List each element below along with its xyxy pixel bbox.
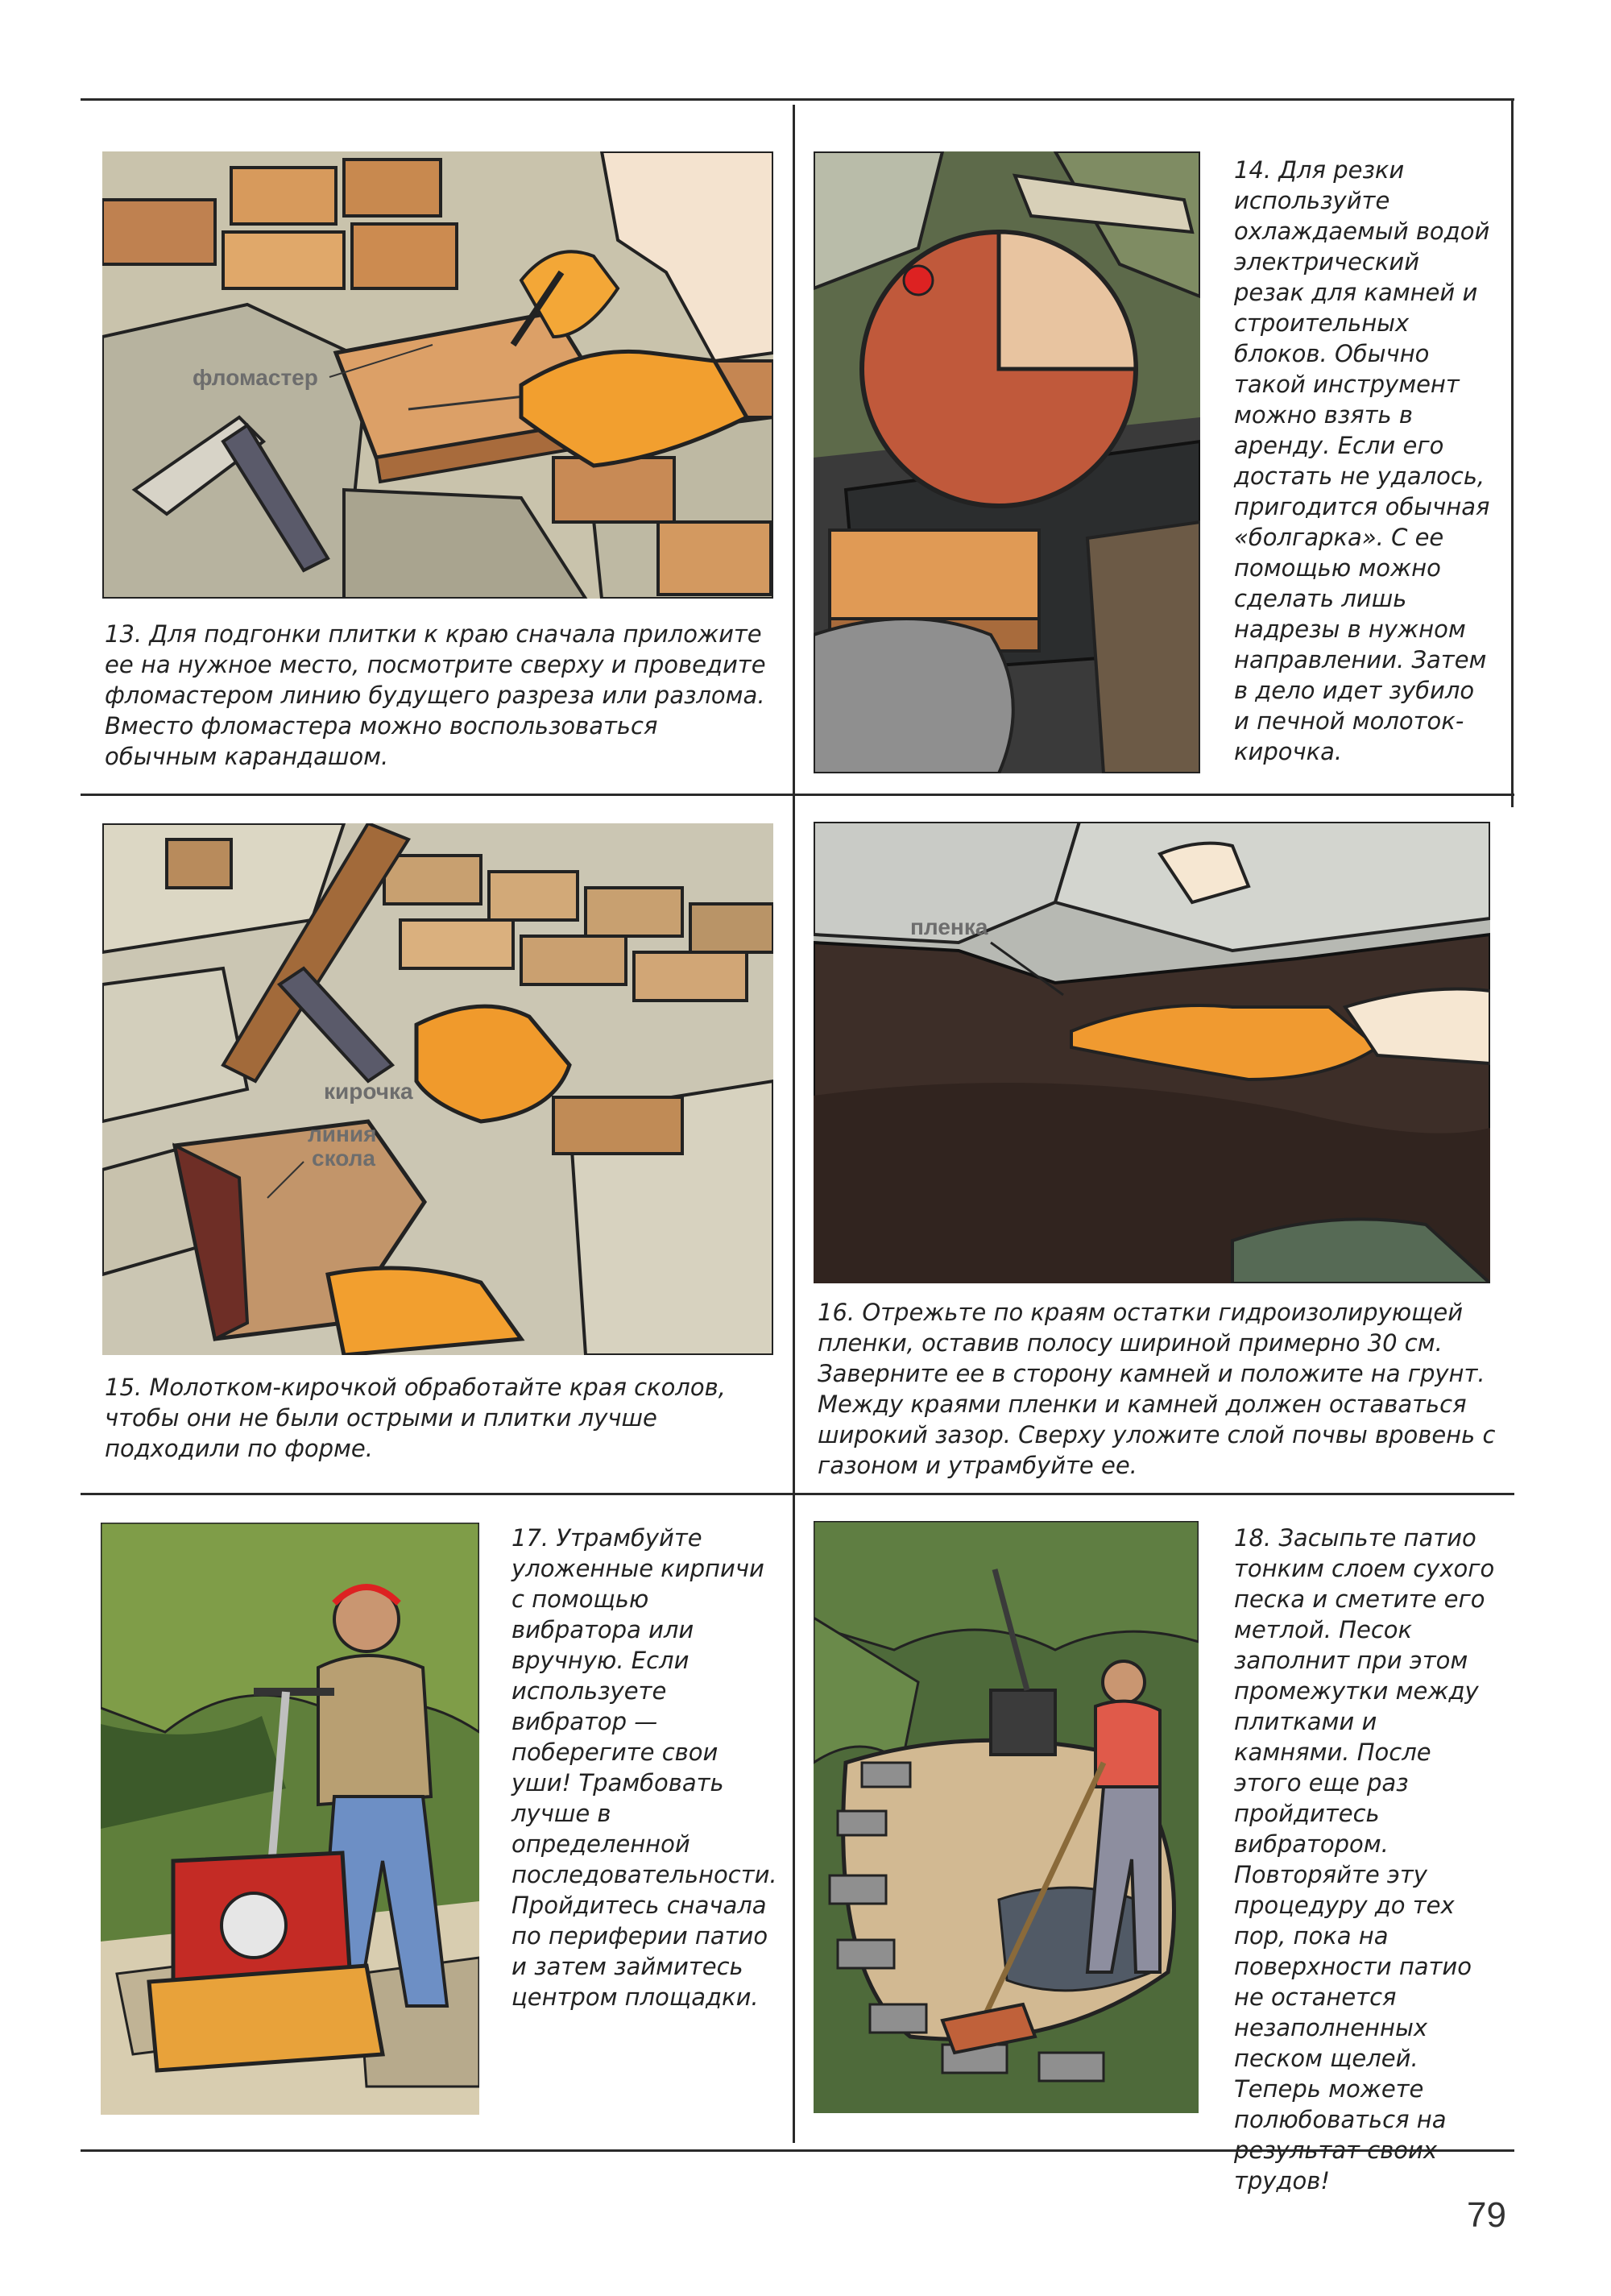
step-13-caption: 13. Для подгонки плитки к краю сначала приложите ее на нужное место, посмотрите сверху и проведите фломастером линию будущего разреза или разлома. Вместо фломастера можно воспользоваться обычным карандашом. [105,620,766,770]
step-15-illustration [102,823,773,1355]
svg-text:скола: скола [312,1146,375,1171]
step-14-caption: 14. Для резки используйте охлаждаемый водой электрический резак для камней и строительных блоков. Обычно такой инструмент можно взять в аренду. Если его достать не удалось, пригодится обычная «болгарка». С ее помощью можно сделать лишь надрезы в нужном направлении. Затем в дело идет зубило и печной молоток-кирочка. [1234,156,1490,765]
step-14-illustration [814,151,1200,773]
row-rule-1 [81,794,1514,796]
svg-text:линия: линия [308,1121,377,1146]
svg-text:фломастер: фломастер [193,365,318,390]
center-rule [793,105,795,2143]
svg-text:пленка: пленка [910,914,988,939]
step-16-caption: 16. Отрежьте по краям остатки гидроизолирующей пленки, оставив полосу шириной примерно 30 см. Заверните ее в сторону камней и положите на грунт. Между краями пленки и камней должен оставаться широкий зазор. Сверху уложите слой почвы вровень с газоном и утрамбуйте ее. [818,1299,1496,1479]
step-18-illustration [814,1521,1199,2113]
step-17-illustration [101,1523,479,2115]
right-rule [1511,98,1514,807]
step-13-illustration [102,151,773,599]
step-18-caption: 18. Засыпьте патио тонким слоем сухого песка и сметите его метлой. Песок заполнит при этом промежутки между плитками и камнями. После этого еще раз пройдитесь вибратором. Повторяйте эту процедуру до тех пор, пока на поверхности патио не останется незаполненных песком щелей. Теперь можете полюбоваться на результат своих трудов! [1234,1524,1495,2194]
page-number: 79 [1467,2195,1506,2235]
svg-text:кирочка: кирочка [324,1079,413,1104]
row-rule-2 [81,1493,1514,1495]
top-rule [81,98,1514,101]
step-17-caption: 17. Утрамбуйте уложенные кирпичи с помощью вибратора или вручную. Если используете вибратор — поберегите свои уши! Трамбовать лучше в определенной последовательности. Пройдитесь сначала по периферии патио и затем займитесь центром площадки. [511,1524,777,2011]
step-15-caption: 15. Молотком-кирочкой обработайте края сколов, чтобы они не были острыми и плитки лучше подходили по форме. [105,1374,726,1462]
step-16-illustration [814,822,1490,1283]
